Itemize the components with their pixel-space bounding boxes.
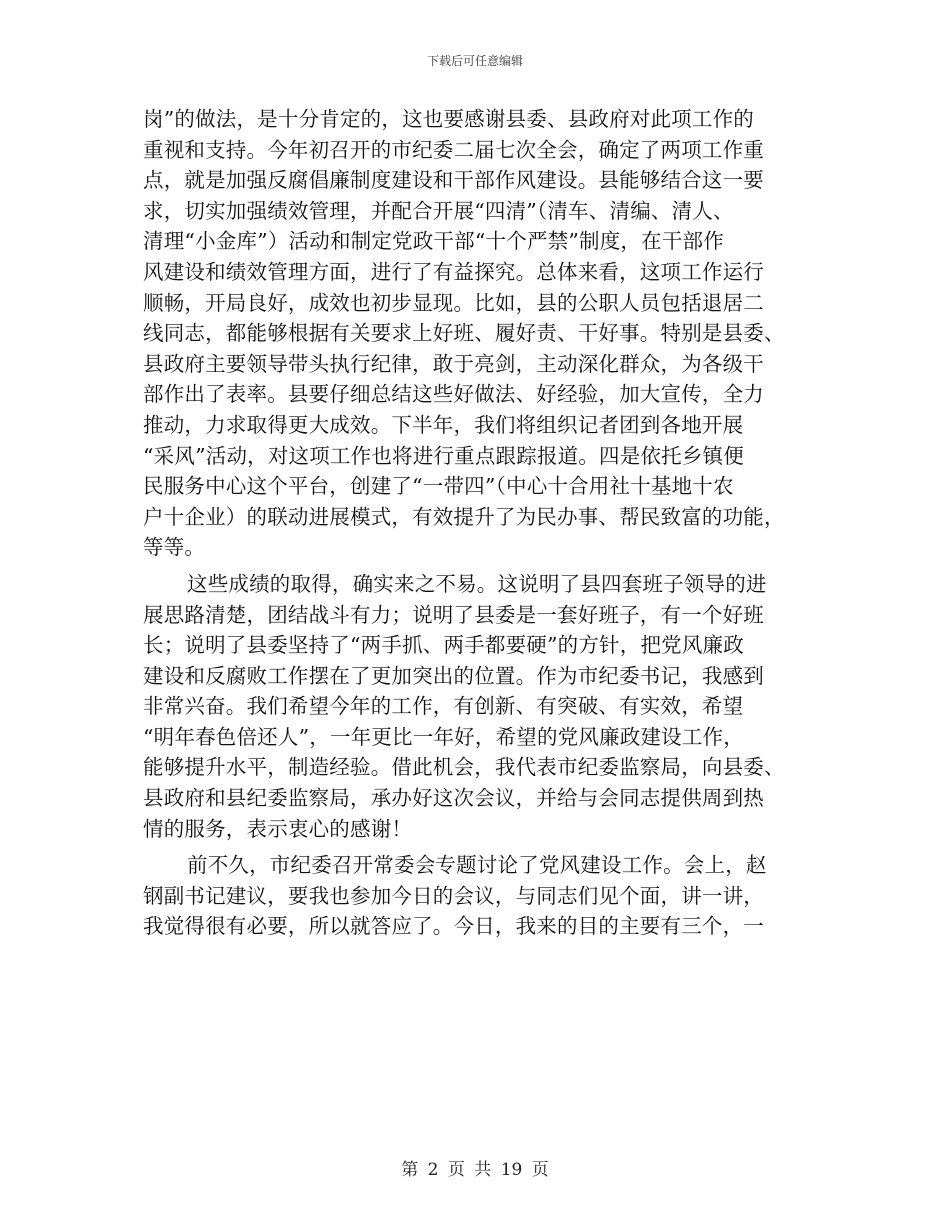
text-line: 清理“小金库”）活动和制定党政干部“十个严禁”制度，在干部作 bbox=[143, 229, 724, 254]
text-line: 线同志，都能够根据有关要求上好班、履好责、干好事。特别是县委、 bbox=[143, 321, 785, 346]
text-line: 长；说明了县委坚持了“两手抓、两手都要硬”的方针，把党风廉政 bbox=[143, 633, 744, 658]
text-line: 重视和支持。今年初召开的市纪委二届七次全会，确定了两项工作重 bbox=[143, 137, 764, 162]
text-line: 推动，力求取得更大成效。下半年，我们将组织记者团到各地开展 bbox=[143, 412, 744, 437]
text-line: 钢副书记建议，要我也参加今日的会议，与同志们见个面，讲一讲， bbox=[143, 883, 764, 908]
text-line: 这些成绩的取得，确实来之不易。这说明了县四套班子领导的进 bbox=[187, 571, 767, 596]
text-line: 县政府主要领导带头执行纪律，敢于亮剑，主动深化群众，为各级干 bbox=[143, 351, 764, 376]
text-line: 风建设和绩效管理方面，进行了有益探究。总体来看，这项工作运行 bbox=[143, 259, 764, 284]
text-line: “采风”活动，对这项工作也将进行重点跟踪报道。四是依托乡镇便 bbox=[143, 443, 744, 468]
text-line: 等等。 bbox=[143, 535, 206, 560]
document-body bbox=[143, 104, 803, 948]
text-line: 非常兴奋。我们希望今年的工作，有创新、有突破、有实效，希望 bbox=[143, 694, 744, 719]
paragraph-2 bbox=[143, 569, 803, 844]
text-line: 点，就是加强反腐倡廉制度建设和干部作风建设。县能够结合这一要 bbox=[143, 168, 764, 193]
text-line: 情的服务，表示衷心的感谢！ bbox=[143, 816, 413, 841]
text-line: 展思路清楚，团结战斗有力；说明了县委是一套好班子，有一个好班 bbox=[143, 602, 764, 627]
text-line: 求，切实加强绩效管理，并配合开展“四清”（清车、清编、清人、 bbox=[143, 198, 734, 223]
text-line: 我觉得很有必要，所以就答应了。今日，我来的目的主要有三个，一 bbox=[143, 914, 764, 939]
text-line: 部作出了表率。县要仔细总结这些好做法、好经验，加大宣传，全力 bbox=[143, 382, 764, 407]
text-line: 县政府和县纪委监察局，承办好这次会议，并给与会同志提供周到热 bbox=[143, 786, 764, 811]
text-line: 户十企业）的联动进展模式，有效提升了为民办事、帮民致富的功能， bbox=[143, 504, 785, 529]
paragraph-1 bbox=[143, 104, 803, 563]
page-header-note: 下载后可任意编辑 bbox=[426, 54, 523, 68]
text-line: 能够提升水平，制造经验。借此机会，我代表市纪委监察局，向县委、 bbox=[143, 755, 785, 780]
text-line: 岗”的做法，是十分肯定的，这也要感谢县委、县政府对此项工作的 bbox=[143, 107, 754, 131]
paragraph-3 bbox=[143, 850, 803, 942]
page-number: 第 2 页 共 19 页 bbox=[401, 1160, 549, 1180]
text-line: 顺畅，开局良好，成效也初步显现。比如，县的公职人员包括退居二 bbox=[143, 290, 764, 315]
text-line: “明年春色倍还人”，一年更比一年好，希望的党风廉政建设工作， bbox=[143, 724, 744, 749]
text-line: 前不久，市纪委召开常委会专题讨论了党风建设工作。会上，赵 bbox=[187, 853, 767, 878]
text-line: 民服务中心这个平台，创建了“一带四”（中心十合用社十基地十农 bbox=[143, 474, 734, 499]
text-line: 建设和反腐败工作摆在了更加突出的位置。作为市纪委书记，我感到 bbox=[143, 663, 764, 688]
